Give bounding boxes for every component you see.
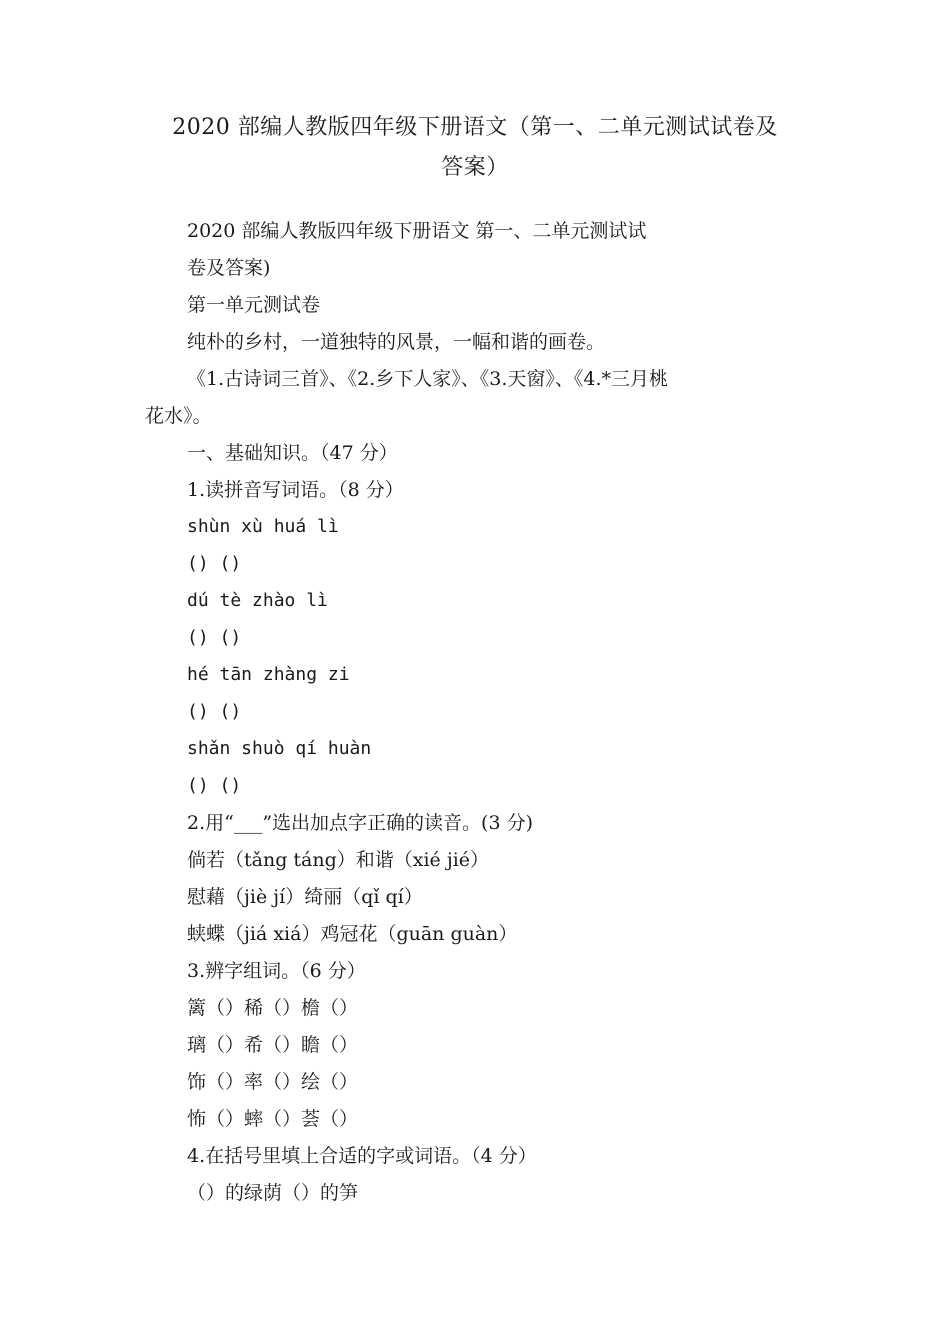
lesson-list-line-1: 《1.古诗词三首》、《2.乡下人家》、《3.天窗》、《4.*三月桃 (187, 368, 669, 390)
answer-blanks-2: () () (187, 627, 242, 648)
char-group-row-1: 篱（）稀（）檐（） (187, 997, 359, 1019)
reading-choice-row-3: 蛱蝶（jiá xiá）鸡冠花（guān guàn） (187, 923, 518, 945)
pinyin-row-2: dú tè zhào lì (187, 590, 328, 611)
question-1-heading: 1.读拼音写词语。（8 分） (187, 479, 404, 501)
char-group-row-4: 怖（）蟀（）荟（） (187, 1108, 359, 1130)
question-3-heading: 3.辨字组词。（6 分） (187, 960, 366, 982)
pinyin-row-3: hé tān zhàng zi (187, 664, 350, 685)
title-line-1: 2020 部编人教版四年级下册语文（第一、二单元测试试卷及 (172, 115, 778, 140)
reading-choice-row-1: 倘若（tǎng táng）和谐（xié jié） (187, 849, 490, 871)
pinyin-row-4: shǎn shuò qí huàn (187, 738, 372, 759)
char-group-row-3: 饰（）率（）绘（） (187, 1071, 359, 1093)
title-line-2: 答案） (441, 155, 509, 180)
question-4-heading: 4.在括号里填上合适的字或词语。（4 分） (187, 1145, 537, 1167)
subtitle-line-2: 卷及答案) (187, 257, 271, 279)
pinyin-row-1: shùn xù huá lì (187, 516, 339, 537)
reading-choice-row-2: 慰藉（jiè jí）绮丽（qǐ qí） (187, 886, 423, 908)
char-group-row-2: 璃（）希（）瞻（） (187, 1034, 359, 1056)
answer-blanks-3: () () (187, 701, 242, 722)
lesson-list-line-2: 花水》。 (145, 405, 212, 427)
section-heading-unit-1: 第一单元测试卷 (187, 294, 321, 316)
fill-in-row-1: （）的绿荫（）的笋 (187, 1182, 359, 1204)
part-heading-basics: 一、基础知识。（47 分） (187, 442, 398, 464)
intro-text: 纯朴的乡村，一道独特的风景，一幅和谐的画卷。 (187, 331, 606, 353)
question-2-heading: 2.用“___”选出加点字正确的读音。(3 分) (187, 812, 534, 834)
document-title (140, 108, 810, 188)
subtitle-line-1: 2020 部编人教版四年级下册语文 第一、二单元测试试 (187, 220, 647, 242)
answer-blanks-4: () () (187, 775, 242, 796)
answer-blanks-1: () () (187, 553, 242, 574)
